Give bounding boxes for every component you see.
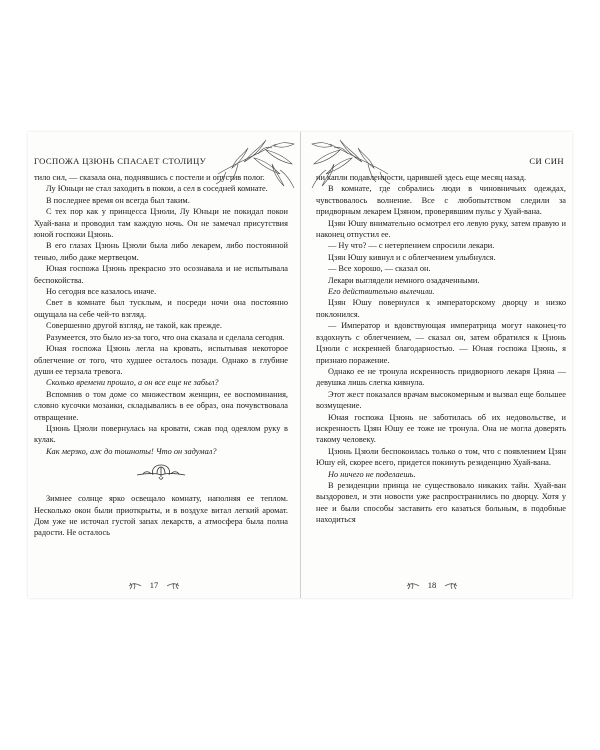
paragraph: Вспомнив о том доме со множеством женщин, ее воспоминания, словно кусочки мозаики, складывались в ее образ, она почувствовала отвращение.	[34, 389, 288, 422]
paragraph: тило сил, — сказала она, поднявшись с постели и опустив полог.	[34, 173, 265, 182]
right-page	[300, 132, 572, 598]
leaf-divider-icon	[133, 463, 189, 483]
left-page-text	[34, 172, 288, 539]
paragraph: Цзюнь Цзюли беспокоилась только о том, что с появлением Цзян Юшу ей, скорее всего, придется покинуть резиденцию Хуай-вана.	[316, 446, 566, 468]
paragraph: Юная госпожа Цзюнь не заботилась об их недовольстве, и искренность Цзян Юшу ее тоже не тронула. Она не могла доверять такому человеку.	[316, 412, 566, 445]
paragraph: Однако ее не тронула искренность придворного лекаря Цзяна — девушка лишь слегка кивнула.	[316, 366, 566, 388]
running-head-left: ГОСПОЖА ЦЗЮНЬ СПАСАЕТ СТОЛИЦУ	[34, 156, 207, 166]
paragraph: Цзян Юшу кивнул и с облегчением улыбнулся.	[328, 252, 496, 262]
paragraph-italic: Его действительно вылечили.	[328, 287, 435, 297]
paragraph: Зимнее солнце ярко освещало комнату, наполняя ее теплом. Несколько окон были приоткрыты, и в воздухе витал легкий аромат. Дом уже не источал густой запах лекарств, а атмосфера была полна радости. Не осталось	[34, 494, 288, 538]
section-break	[34, 463, 288, 485]
sprig-icon	[128, 582, 142, 590]
paragraph: Юная госпожа Цзюнь легла на кровать, испытывая некоторое облегчение от того, что худшее осталось позади. Однако в глубине души ее терзала тревога.	[34, 344, 288, 376]
paragraph: Совершенно другой взгляд, не такой, как прежде.	[46, 321, 222, 331]
paragraph: В резиденции принца не существовало никаких тайн. Хуай-ван выздоровел, и эти новости уже распространились по дворцу. Хотя у нее и были способы заставить его казаться больным, в подобные находиться	[316, 480, 566, 525]
paragraph: — Ну что? — с нетерпением спросили лекари.	[328, 241, 495, 251]
paragraph: ни капли подавленности, царившей здесь еще месяц назад.	[316, 173, 527, 182]
page-number: 18	[427, 580, 437, 590]
paragraph: Свет в комнате был тусклым, и посреди ночи она постоянно ощущала на себе чей-то взгляд.	[34, 298, 288, 319]
paragraph: Юная госпожа Цзюнь прекрасно это осознавала и не испытывала беспокойства.	[34, 264, 288, 285]
sprig-icon	[166, 582, 180, 590]
paragraph: В его глазах Цзюнь Цзюли была либо лекарем, либо постоянной тенью, либо даже мертвецом.	[34, 241, 288, 262]
paragraph: — Император и вдовствующая императрица могут наконец-то вздохнуть с облегчением, — сказал он, затем обратился к Цзюнь Цзюли с искренней благодарностью. — Юная госпожа Цзюнь, я признаю поражение.	[316, 321, 566, 365]
sprig-icon	[444, 582, 458, 590]
book-spread	[28, 132, 572, 598]
folio-right	[296, 580, 568, 590]
paragraph-italic: Сколько времени прошло, а он все еще не забыл?	[46, 378, 219, 388]
paragraph: С тех пор как у принцесса Цзюли, Лу Юньци не покидал покои Хуай-вана и проводил там каждую ночь. Он не замечал присутствия юной госпожи Цзюнь.	[34, 207, 288, 240]
paragraph-italic: Как мерзко, аж до тошноты! Что он задумал?	[46, 446, 217, 456]
paragraph: Разумеется, это было из-за того, что она сказала и сделала сегодня.	[46, 332, 285, 342]
page-number: 17	[149, 580, 159, 590]
paragraph: Но сегодня все казалось иначе.	[46, 287, 157, 297]
left-page	[28, 132, 301, 598]
folio-left	[18, 580, 290, 590]
right-page-text	[316, 172, 566, 526]
paragraph: Цзян Юшу внимательно осмотрел его левую руку, затем правую и наконец отпустил ее.	[316, 218, 566, 240]
paragraph: Этот жест показался врачам высокомерным и вызвал еще большее возмущение.	[316, 389, 566, 411]
paragraph-italic: Но ничего не поделаешь.	[328, 469, 416, 479]
paragraph: Цзюнь Цзюли повернулась на кровати, сжав под одеялом руку в кулак.	[34, 423, 288, 445]
running-head-right: СИ СИН	[529, 156, 564, 166]
paragraph: Лу Юньци не стал заходить в покои, а сел в соседней комнате.	[46, 184, 268, 194]
paragraph: В комнате, где собрались люди в чиновничьих одеждах, чувствовалось волнение. Все с любопытством следили за придворным лекарем Цзяном, проверявшим пульс у Хуай-вана.	[316, 184, 566, 217]
sprig-icon	[406, 582, 420, 590]
paragraph: В последнее время он всегда был таким.	[46, 195, 190, 205]
paragraph: — Все хорошо, — сказал он.	[328, 264, 431, 274]
paragraph: Лекари выглядели немного озадаченными.	[328, 275, 480, 285]
paragraph: Цзян Юшу повернулся к императорскому дворцу и низко поклонился.	[316, 298, 566, 319]
